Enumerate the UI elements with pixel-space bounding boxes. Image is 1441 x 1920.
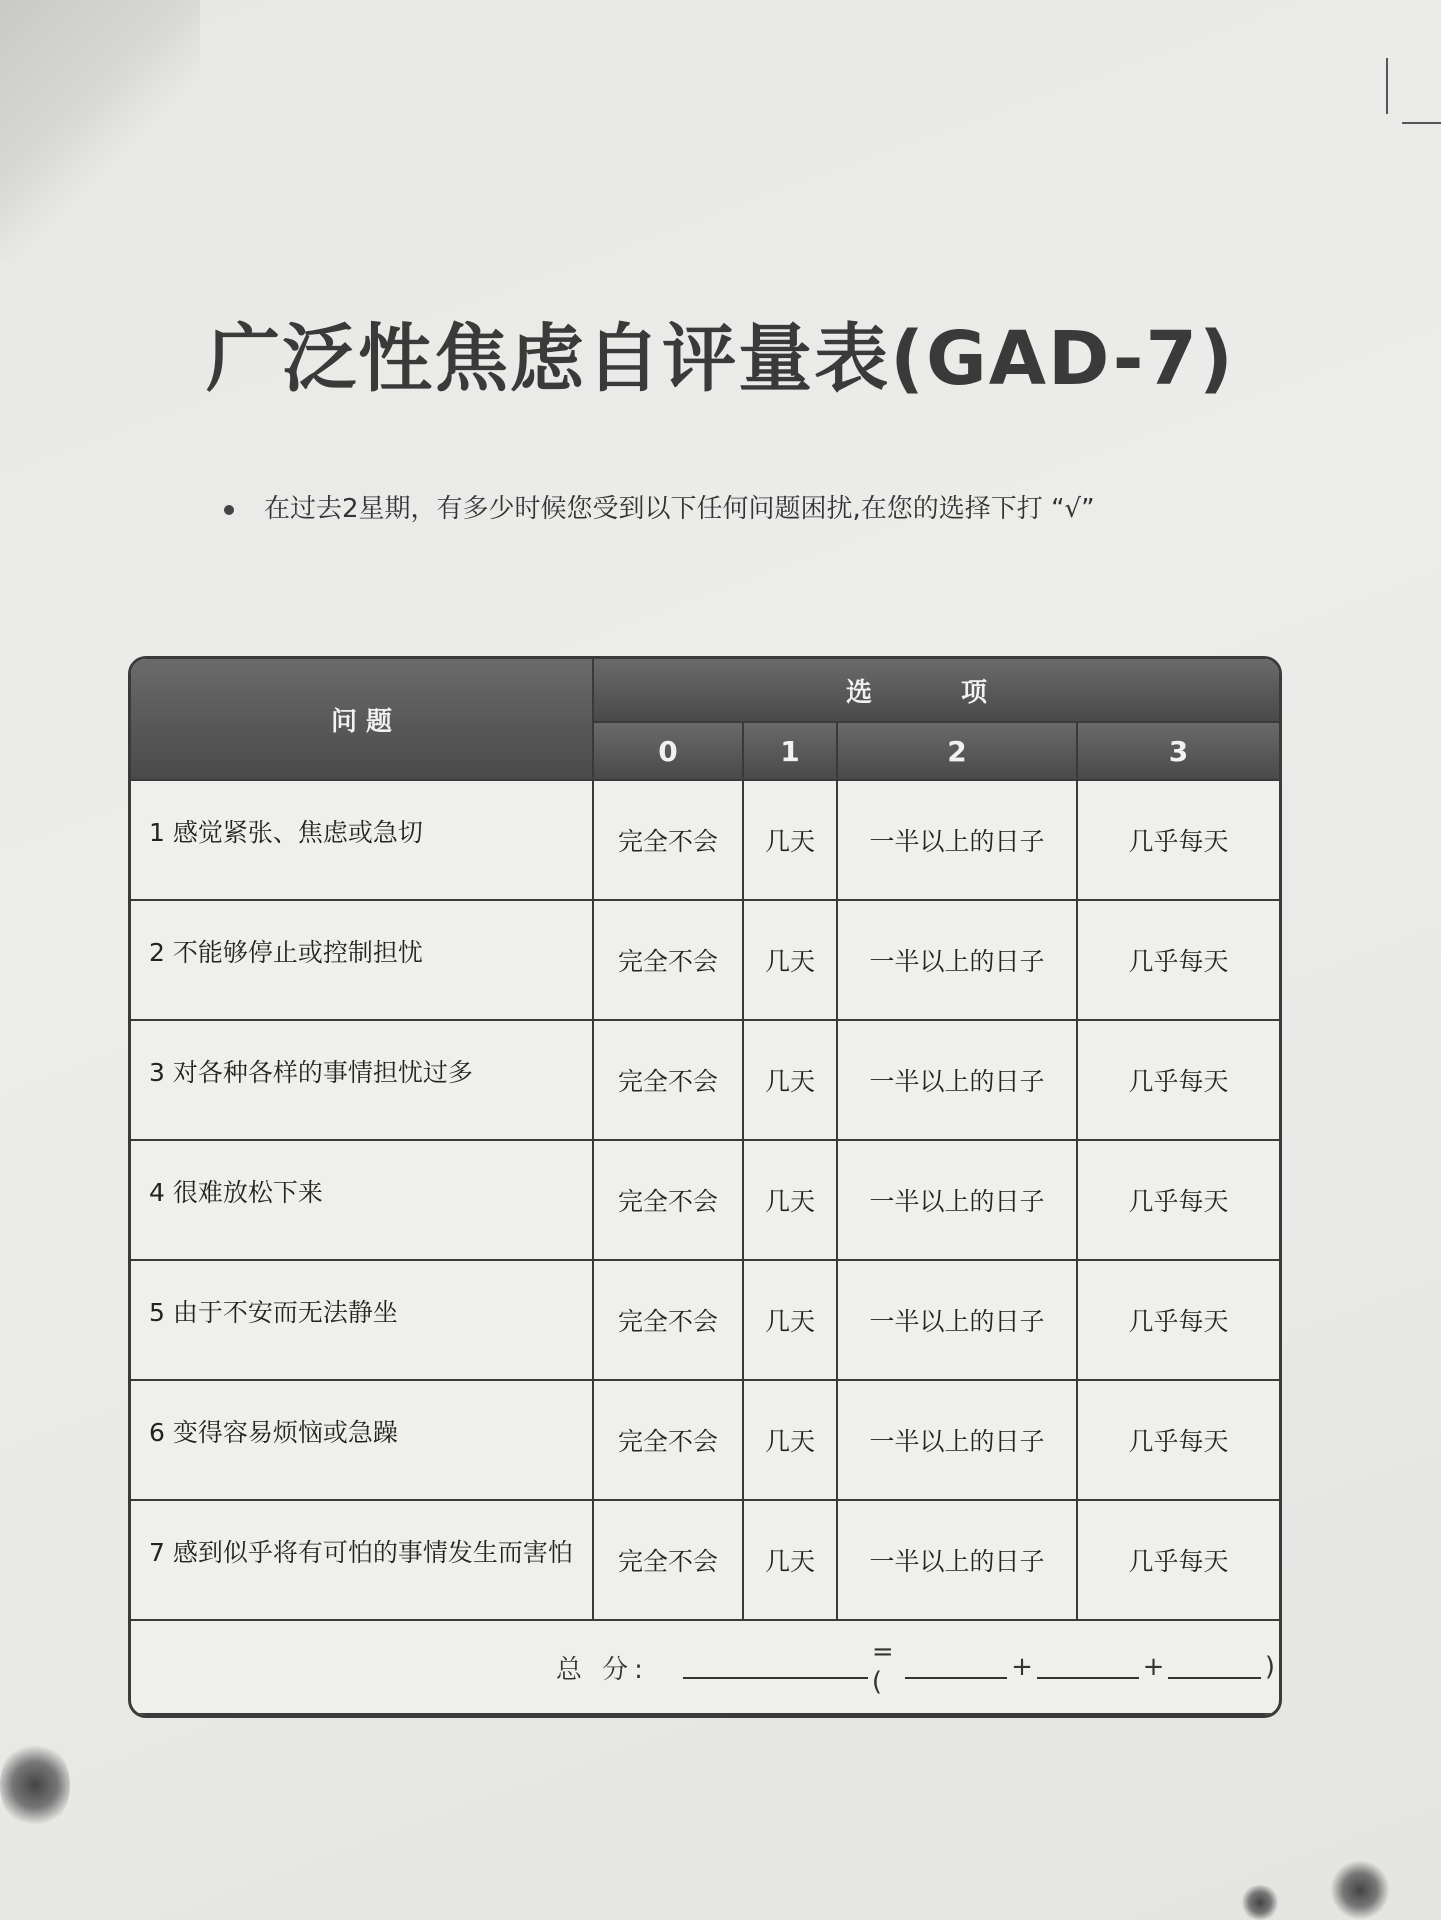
total-label: 总 分: bbox=[555, 1654, 649, 1685]
score-header-2: 2 bbox=[837, 722, 1077, 780]
questionnaire-table bbox=[131, 659, 1279, 1715]
question-text: 1 感觉紧张、焦虑或急切 bbox=[131, 780, 593, 900]
option-more-than-half[interactable]: 一半以上的日子 bbox=[837, 900, 1077, 1020]
subtotal-blank-2[interactable] bbox=[1037, 1655, 1139, 1679]
total-row bbox=[131, 1620, 1279, 1714]
total-cell bbox=[131, 1620, 1279, 1714]
option-nearly-every-day[interactable]: 几乎每天 bbox=[1077, 780, 1279, 900]
option-nearly-every-day[interactable]: 几乎每天 bbox=[1077, 1140, 1279, 1260]
option-not-at-all[interactable]: 完全不会 bbox=[593, 1020, 743, 1140]
option-more-than-half[interactable]: 一半以上的日子 bbox=[837, 1500, 1077, 1620]
question-text: 2 不能够停止或控制担忧 bbox=[131, 900, 593, 1020]
option-nearly-every-day[interactable]: 几乎每天 bbox=[1077, 1380, 1279, 1500]
option-several-days[interactable]: 几天 bbox=[743, 780, 837, 900]
question-text: 7 感到似乎将有可怕的事情发生而害怕 bbox=[131, 1500, 593, 1620]
option-not-at-all[interactable]: 完全不会 bbox=[593, 1500, 743, 1620]
option-not-at-all[interactable]: 完全不会 bbox=[593, 1380, 743, 1500]
option-not-at-all[interactable]: 完全不会 bbox=[593, 1140, 743, 1260]
plus-sign: + bbox=[1142, 1652, 1165, 1682]
instruction-text: 在过去2星期，有多少时候您受到以下任何问题困扰,在您的选择下打 “√” bbox=[264, 494, 1095, 524]
option-not-at-all[interactable]: 完全不会 bbox=[593, 900, 743, 1020]
question-text: 5 由于不安而无法静坐 bbox=[131, 1260, 593, 1380]
option-nearly-every-day[interactable]: 几乎每天 bbox=[1077, 1500, 1279, 1620]
total-score-blank[interactable] bbox=[683, 1655, 868, 1679]
option-more-than-half[interactable]: 一半以上的日子 bbox=[837, 1380, 1077, 1500]
option-more-than-half[interactable]: 一半以上的日子 bbox=[837, 1020, 1077, 1140]
option-several-days[interactable]: 几天 bbox=[743, 900, 837, 1020]
crop-mark-horizontal bbox=[1402, 122, 1441, 124]
table-row bbox=[131, 900, 1279, 1020]
stain-mark bbox=[0, 1740, 70, 1830]
subtotal-blank-1[interactable] bbox=[905, 1655, 1007, 1679]
equals-open-paren: =( bbox=[871, 1637, 894, 1697]
score-header-0: 0 bbox=[593, 722, 743, 780]
plus-sign: + bbox=[1011, 1652, 1033, 1682]
subtotal-blank-3[interactable] bbox=[1168, 1655, 1260, 1679]
gad7-table bbox=[128, 656, 1282, 1718]
option-nearly-every-day[interactable]: 几乎每天 bbox=[1077, 1260, 1279, 1380]
option-nearly-every-day[interactable]: 几乎每天 bbox=[1077, 1020, 1279, 1140]
option-several-days[interactable]: 几天 bbox=[743, 1140, 837, 1260]
table-row bbox=[131, 1140, 1279, 1260]
close-paren: ) bbox=[1264, 1652, 1275, 1682]
score-header-3: 3 bbox=[1077, 722, 1279, 780]
stain-mark bbox=[1240, 1885, 1280, 1920]
option-several-days[interactable]: 几天 bbox=[743, 1500, 837, 1620]
question-text: 6 变得容易烦恼或急躁 bbox=[131, 1380, 593, 1500]
table-row bbox=[131, 1020, 1279, 1140]
crop-mark-vertical bbox=[1386, 58, 1388, 114]
page-title: 广泛性焦虑自评量表(GAD-7) bbox=[206, 316, 1235, 402]
question-text: 3 对各种各样的事情担忧过多 bbox=[131, 1020, 593, 1140]
table-row bbox=[131, 780, 1279, 900]
option-not-at-all[interactable]: 完全不会 bbox=[593, 1260, 743, 1380]
option-more-than-half[interactable]: 一半以上的日子 bbox=[837, 1140, 1077, 1260]
option-not-at-all[interactable]: 完全不会 bbox=[593, 780, 743, 900]
table-row bbox=[131, 1260, 1279, 1380]
option-several-days[interactable]: 几天 bbox=[743, 1380, 837, 1500]
score-header-1: 1 bbox=[743, 722, 837, 780]
bullet-icon bbox=[224, 505, 234, 515]
page-fold bbox=[0, 0, 200, 260]
table-row bbox=[131, 1380, 1279, 1500]
table-row bbox=[131, 1500, 1279, 1620]
option-more-than-half[interactable]: 一半以上的日子 bbox=[837, 780, 1077, 900]
option-several-days[interactable]: 几天 bbox=[743, 1260, 837, 1380]
option-nearly-every-day[interactable]: 几乎每天 bbox=[1077, 900, 1279, 1020]
instruction bbox=[224, 488, 1324, 525]
option-several-days[interactable]: 几天 bbox=[743, 1020, 837, 1140]
options-column-header: 选 项 bbox=[593, 659, 1279, 722]
option-more-than-half[interactable]: 一半以上的日子 bbox=[837, 1260, 1077, 1380]
total-line bbox=[131, 1621, 1279, 1713]
question-column-header: 问 题 bbox=[131, 659, 593, 780]
question-text: 4 很难放松下来 bbox=[131, 1140, 593, 1260]
stain-mark bbox=[1330, 1860, 1390, 1920]
